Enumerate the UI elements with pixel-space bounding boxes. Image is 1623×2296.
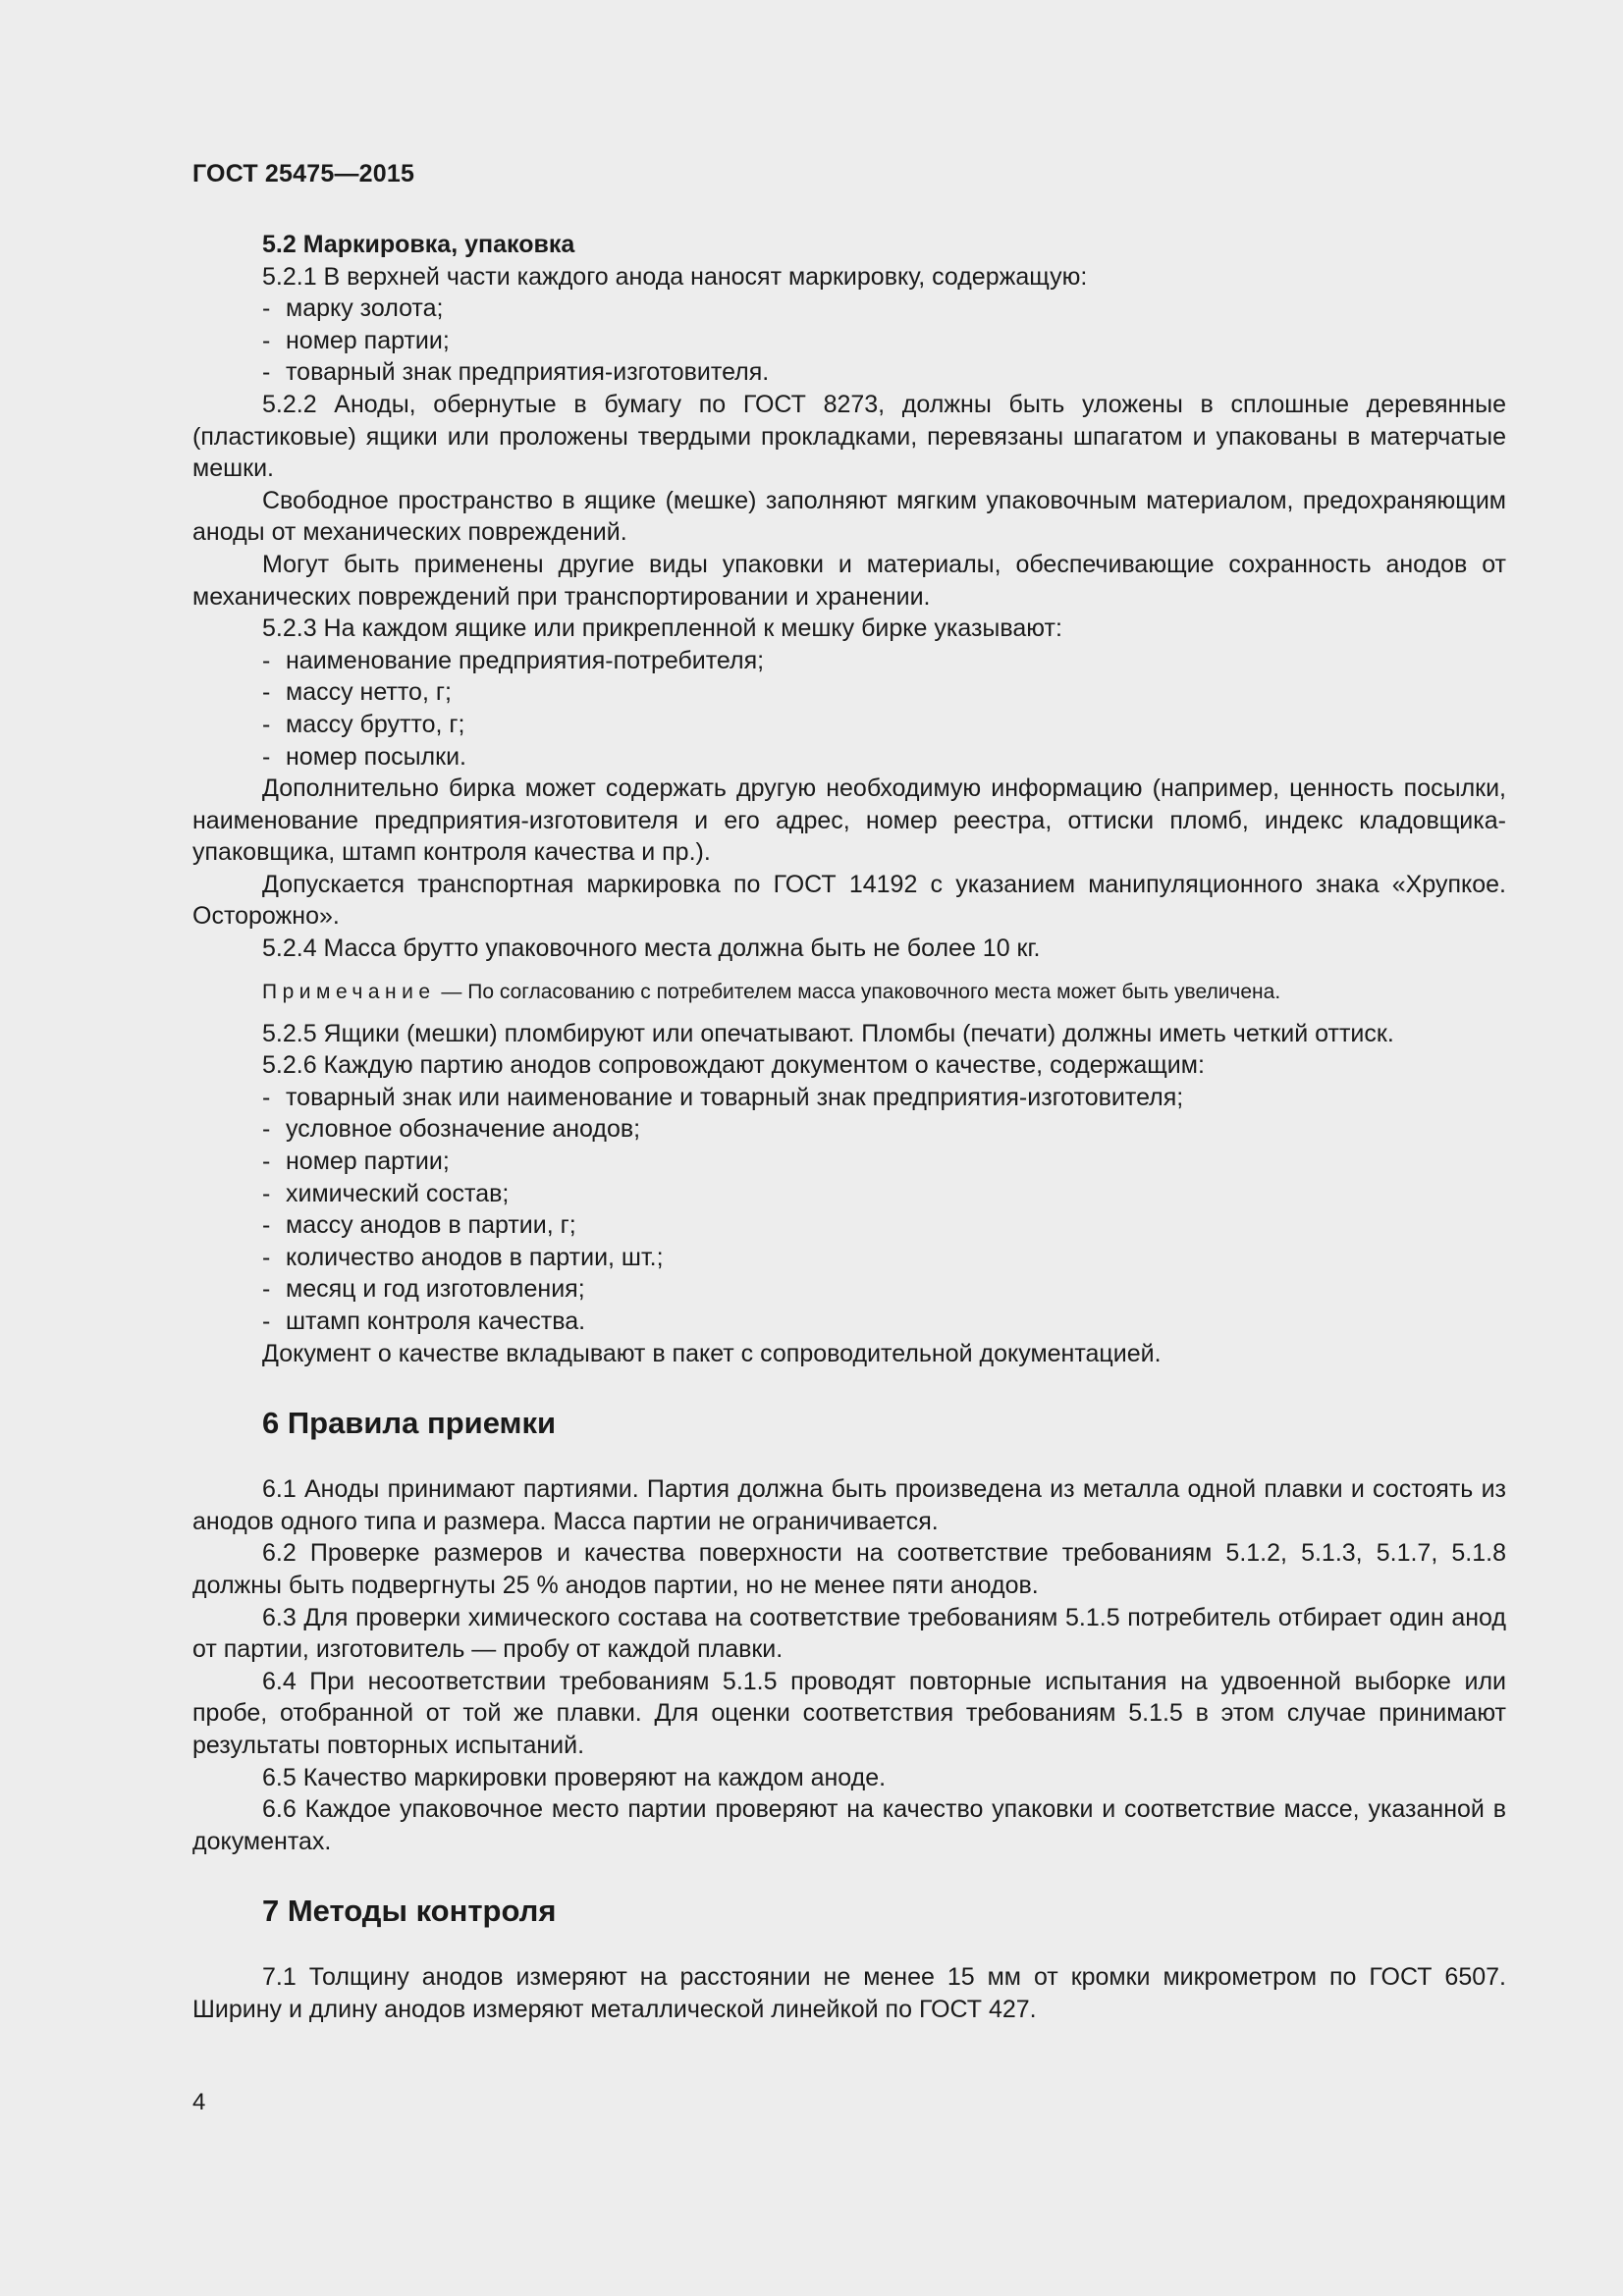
list-item: - условное обозначение анодов; (262, 1115, 641, 1144)
list-item: - номер партии; (262, 1148, 450, 1176)
note-label: Примечание (262, 980, 436, 1003)
page-number: 4 (192, 2089, 206, 2115)
paragraph-5-2-6: 5.2.6 Каждую партию анодов сопровождают документом о качестве, содержащим: (262, 1051, 1205, 1080)
paragraph-additional-info: Дополнительно бирка может содержать другую необходимую информацию (например, ценность посылки, наименование предприятия-изготовителя и его адрес, номер реестра, оттиски пломб, индекс кладовщика-упаковщика, штамп контроля качества и пр.). (192, 774, 1506, 867)
paragraph-5-2-2: 5.2.2 Аноды, обернутые в бумагу по ГОСТ 8273, должны быть уложены в сплошные деревянные (пластиковые) ящики или проложены твердыми прокладками, перевязаны шпагатом и упакованы в матерчатые мешки. (192, 390, 1506, 483)
paragraph-6-3: 6.3 Для проверки химического состава на соответствие требованиям 5.1.5 потребитель отбирает один анод от партии, изготовитель — пробу от каждой плавки. (192, 1603, 1506, 1664)
paragraph-free-space: Свободное пространство в ящике (мешке) заполняют мягким упаковочным материалом, предохраняющим аноды от механических повреждений. (192, 486, 1506, 547)
paragraph-6-2: 6.2 Проверке размеров и качества поверхности на соответствие требованиям 5.1.2, 5.1.3, 5.1.7, 5.1.8 должны быть подвергнуты 25 % анодов партии, но не менее пяти анодов. (192, 1539, 1506, 1599)
list-item: - месяц и год изготовления; (262, 1275, 585, 1304)
paragraph-6-6: 6.6 Каждое упаковочное место партии проверяют на качество упаковки и соответствие массе, указанной в документах. (192, 1795, 1506, 1855)
paragraph-quality-document: Документ о качестве вкладывают в пакет с сопроводительной документацией. (262, 1339, 1162, 1367)
paragraph-6-1: 6.1 Аноды принимают партиями. Партия должна быть произведена из металла одной плавки и состоять из анодов одного типа и размера. Масса партии не ограничивается. (192, 1475, 1506, 1535)
paragraph-6-4: 6.4 При несоответствии требованиям 5.1.5 проводят повторные испытания на удвоенной выборке или пробе, отобранной от той же плавки. Для оценки соответствия требованиям 5.1.5 в этом случае принимают результаты повторных испытаний. (192, 1667, 1506, 1759)
paragraph-5-2-5: 5.2.5 Ящики (мешки) пломбируют или опечатывают. Пломбы (печати) должны иметь четкий оттиск. (262, 1019, 1394, 1047)
list-item: - количество анодов в партии, шт.; (262, 1243, 664, 1271)
page-content (192, 229, 1506, 2026)
list-item: - товарный знак предприятия-изготовителя. (262, 358, 770, 387)
list-item: - наименование предприятия-потребителя; (262, 646, 765, 674)
paragraph-5-2-4: 5.2.4 Масса брутто упаковочного места должна быть не более 10 кг. (262, 934, 1041, 963)
list-item: - массу брутто, г; (262, 710, 465, 738)
note (192, 977, 1506, 1008)
note-text: — По согласованию с потребителем масса упаковочного места может быть увеличена. (435, 980, 1281, 1003)
section-5-2-heading: 5.2 Маркировка, упаковка (262, 231, 575, 258)
list-item: - химический состав; (262, 1179, 510, 1207)
paragraph-other-packaging: Могут быть применены другие виды упаковки и материалы, обеспечивающие сохранность анодов от механических повреждений при транспортировании и хранении. (192, 550, 1506, 611)
paragraph-6-5: 6.5 Качество маркировки проверяют на каждом аноде. (262, 1763, 887, 1791)
section-7-heading: 7 Методы контроля (262, 1894, 557, 1929)
list-item: - товарный знак или наименование и товарный знак предприятия-изготовителя; (262, 1083, 1184, 1111)
paragraph-5-2-1: 5.2.1 В верхней части каждого анода наносят маркировку, содержащую: (262, 262, 1088, 291)
list-item: - массу анодов в партии, г; (262, 1211, 576, 1240)
list-item: - штамп контроля качества. (262, 1308, 586, 1335)
paragraph-transport-marking: Допускается транспортная маркировка по ГОСТ 14192 с указанием манипуляционного знака «Хрупкое. Осторожно». (192, 870, 1506, 931)
list-item: - марку золота; (262, 294, 444, 323)
list-item: - номер партии; (262, 326, 450, 354)
paragraph-5-2-3: 5.2.3 На каждом ящике или прикрепленной к мешку бирке указывают: (262, 614, 1062, 643)
list-item: - массу нетто, г; (262, 678, 452, 707)
section-6-heading: 6 Правила приемки (262, 1406, 557, 1441)
list-item: - номер посылки. (262, 742, 466, 771)
paragraph-7-1: 7.1 Толщину анодов измеряют на расстоянии не менее 15 мм от кромки микрометром по ГОСТ 6507. Ширину и длину анодов измеряют металлической линейкой по ГОСТ 427. (192, 1963, 1506, 2023)
document-header: ГОСТ 25475—2015 (192, 160, 415, 187)
